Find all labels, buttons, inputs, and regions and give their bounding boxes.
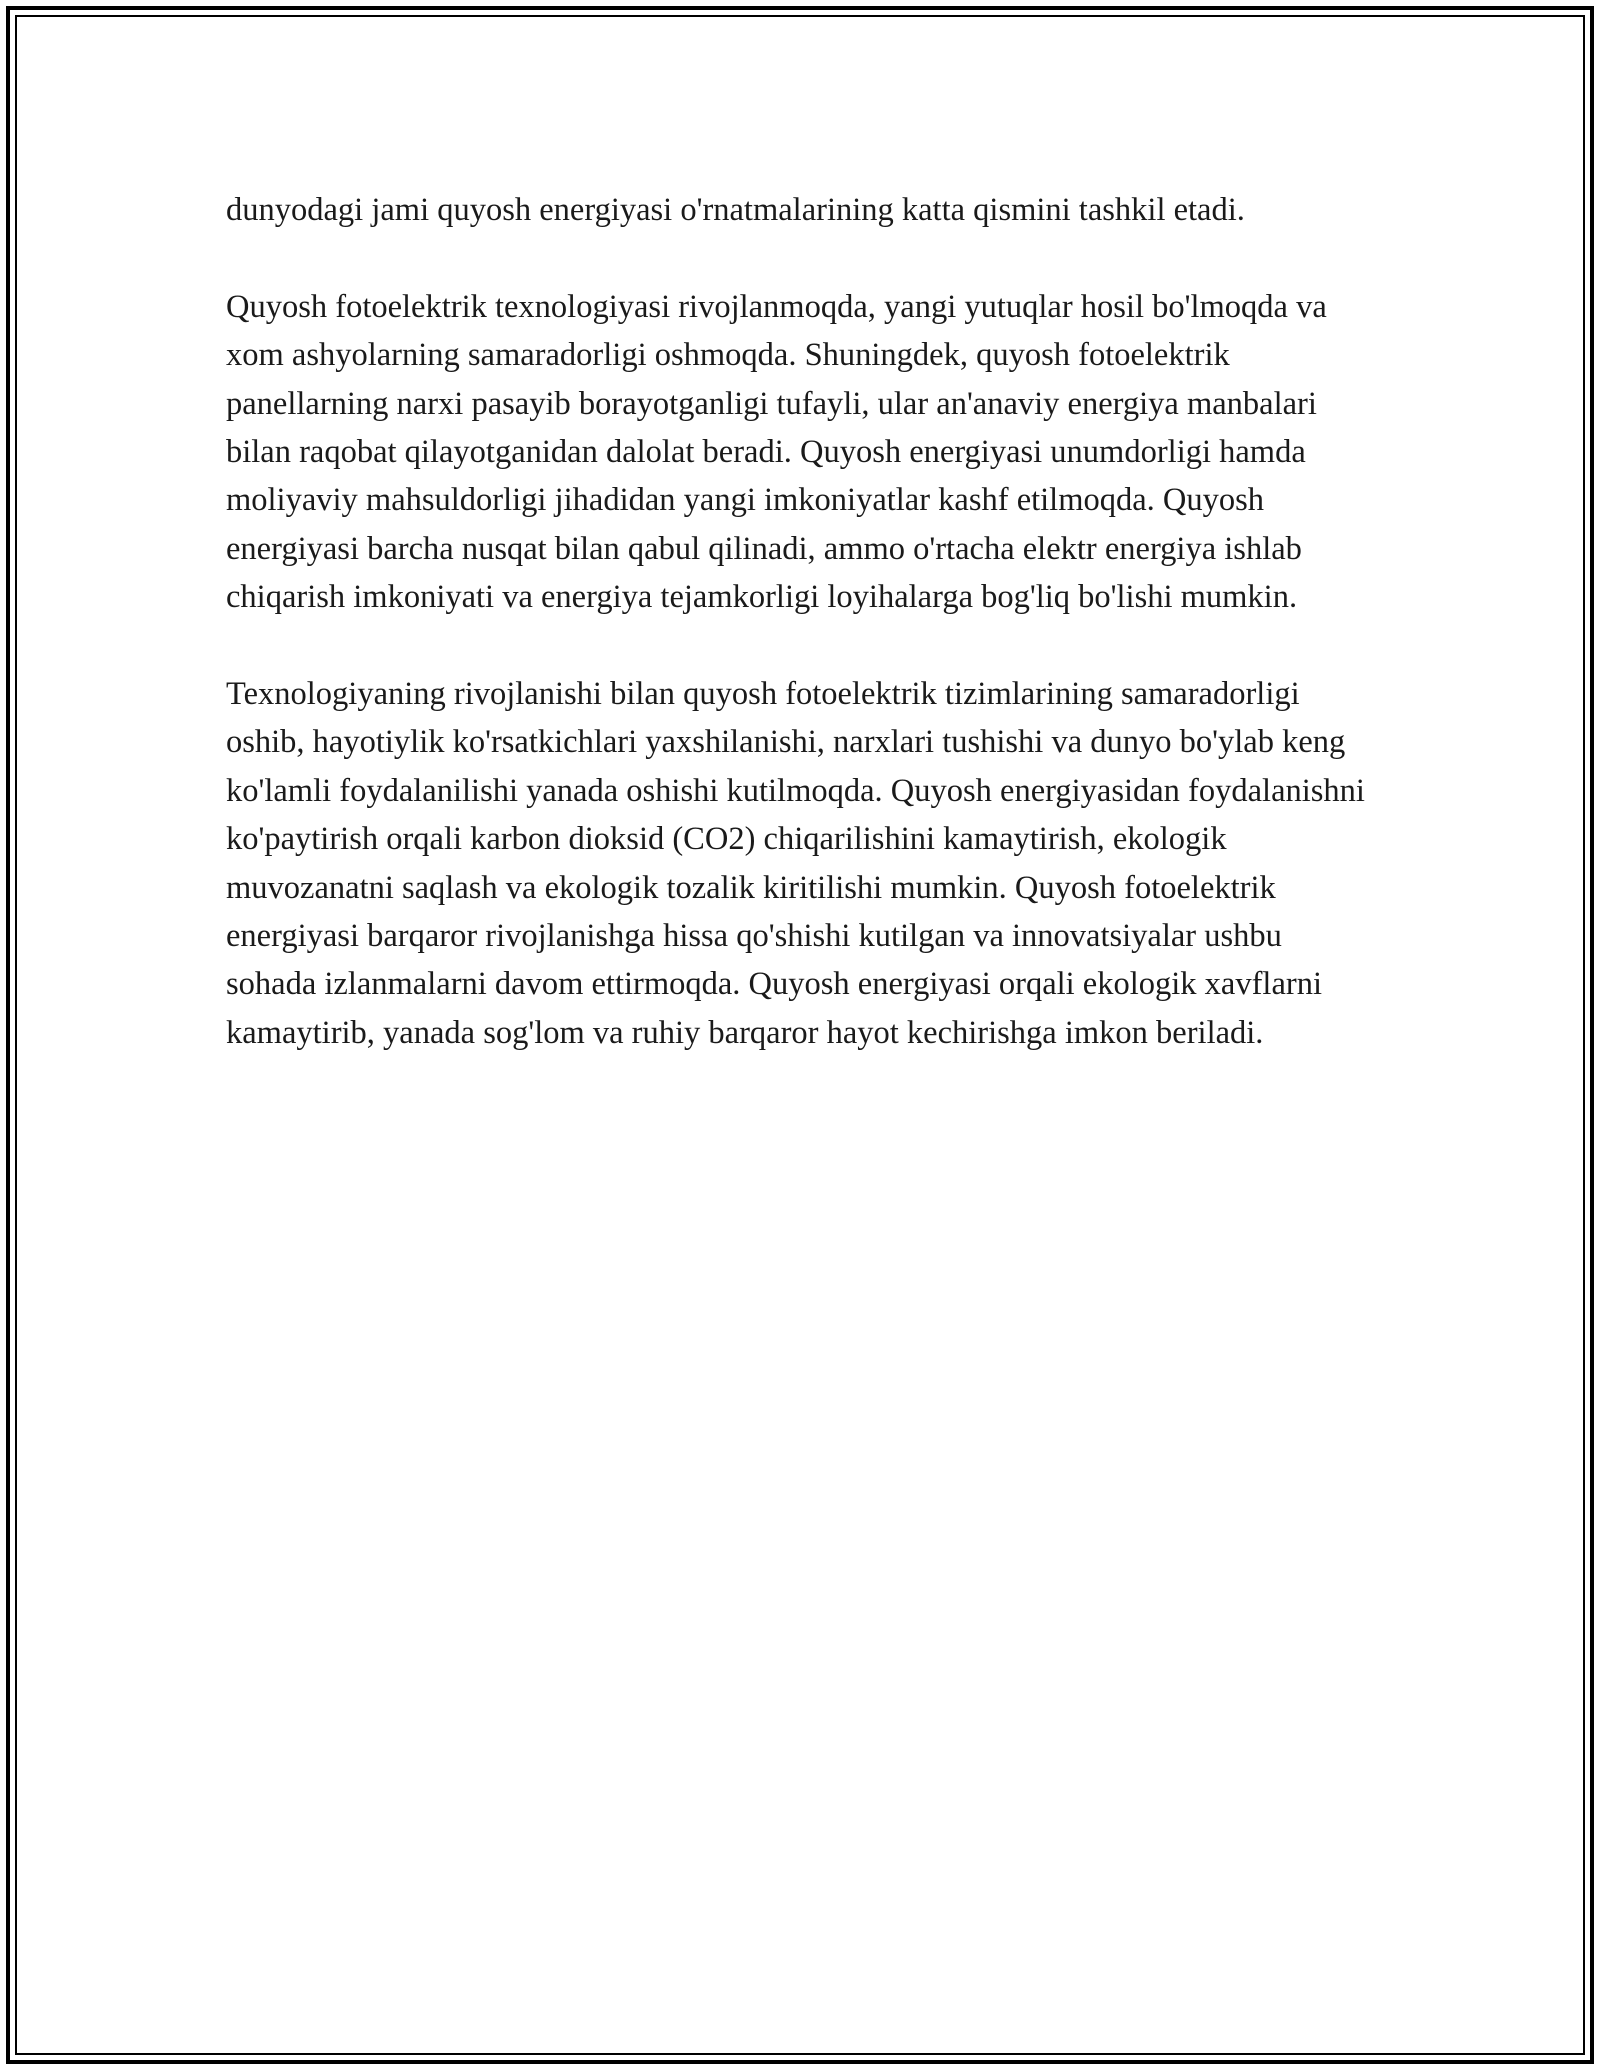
paragraph-future-outlook: Texnologiyaning rivojlanishi bilan quyosh fotoelektrik tizimlarining samaradorligi oshib, hayotiylik ko'rsatkichlari yaxshilanishi, narxlari tushishi va dunyo bo'ylab keng ko'lamli foydalanilishi yanada oshishi kutilmoqda. Quyosh energiyasidan foydalanishni ko'paytirish orqali karbon dioksid (CO2) chiqarilishini kamaytirish, ekologik muvozanatni saqlash va ekologik tozalik kiritilishi mumkin. Quyosh fotoelektrik energiyasi barqaror rivojlanishga hissa qo'shishi kutilgan va innovatsiyalar ushbu sohada izlanmalarni davom ettirmoqda. Quyosh energiyasi orqali ekologik xavflarni kamaytirib, yanada sog'lom va ruhiy barqaror hayot kechirishga imkon beriladi. — [226, 676, 1365, 1051]
document-body — [226, 186, 1366, 1106]
paragraph-continuation: dunyodagi jami quyosh energiyasi o'rnatmalarining katta qismini tashkil etadi. — [226, 192, 1245, 228]
paragraph-technology-progress: Quyosh fotoelektrik texnologiyasi rivojlanmoqda, yangi yutuqlar hosil bo'lmoqda va xom ashyolarning samaradorligi oshmoqda. Shuningdek, quyosh fotoelektrik panellarning narxi pasayib borayotganligi tufayli, ular an'anaviy energiya manbalari bilan raqobat qilayotganidan dalolat beradi. Quyosh energiyasi unumdorligi hamda moliyaviy mahsuldorligi jihadidan yangi imkoniyatlar kashf etilmoqda. Quyosh energiyasi barcha nusqat bilan qabul qilinadi, ammo o'rtacha elektr energiya ishlab chiqarish imkoniyati va energiya tejamkorligi loyihalarga bog'liq bo'lishi mumkin. — [226, 288, 1327, 616]
